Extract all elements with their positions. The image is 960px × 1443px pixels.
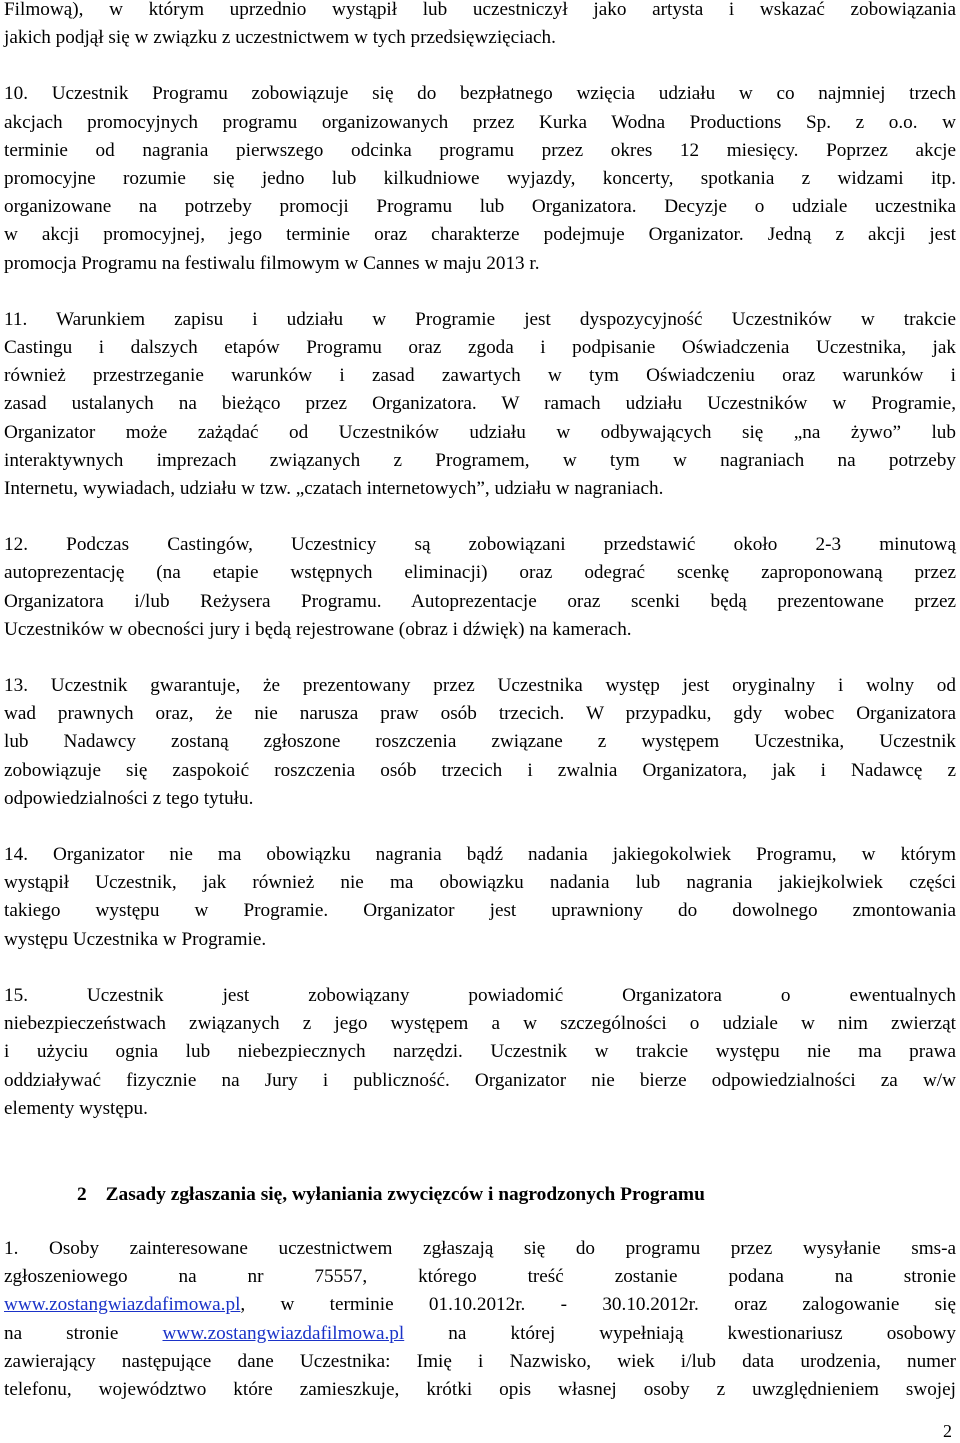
text-line: wystąpił Uczestnik, jak również nie ma obowiązku nadania lub nagrania jakiejkolwiek części [4,872,956,894]
text-line: Filmową), w którym uprzednio wystąpił lub uczestniczył jako artysta i wskazać zobowiązania [4,0,956,20]
text-line: Organizatora i/lub Reżysera Programu. Autoprezentacje oraz scenki będą prezentowane przez [4,590,956,612]
text-fragment: , w terminie 01.10.2012r. - 30.10.2012r. oraz zalogowanie się [240,1294,956,1316]
paragraph-14 [4,841,956,954]
text-line: takiego występu w Programie. Organizator jest uprawniony do dowolnego zmontowania [4,900,956,922]
text-line: występu Uczestnika w Programie. [4,928,267,950]
document-page [4,0,956,1404]
text-line: 11. Warunkiem zapisu i udziału w Programie jest dyspozycyjność Uczestników w trakcie [4,308,956,330]
text-line: również przestrzeganie warunków i zasad zawartych w tym Oświadczeniu oraz warunków i [4,365,956,387]
text-line: organizowane na potrzeby promocji Programu lub Organizatora. Decyzje o udziale uczestnika [4,196,956,218]
text-line: elementy występu. [4,1097,148,1119]
text-line: akcjach promocyjnych programu organizowanych przez Kurka Wodna Productions Sp. z o.o. w [4,111,956,133]
paragraph-12 [4,531,956,644]
text-line: 14. Organizator nie ma obowiązku nagrania bądź nadania jakiegokolwiek Programu, w którym [4,844,956,866]
text-line: Internetu, wywiadach, udziału w tzw. „czatach internetowych”, udziału w nagraniach. [4,478,664,500]
section2-paragraph-1 [4,1235,956,1404]
text-line: niebezpieczeństwach związanych z jego występem a w szczególności o udziale w nim zwierząt [4,1013,956,1035]
text-line: terminie od nagrania pierwszego odcinka programu przez okres 12 miesięcy. Poprzez akcje [4,139,956,161]
text-line: zawierający następujące dane Uczestnika: Imię i Nazwisko, wiek i/lub data urodzenia, numer [4,1350,956,1372]
section-heading [4,1181,956,1209]
text-line: autoprezentację (na etapie wstępnych eliminacji) oraz odegrać scenkę zaproponowaną przez [4,562,956,584]
text-line: 15. Uczestnik jest zobowiązany powiadomić Organizatora o ewentualnych [4,984,956,1006]
text-line [4,1291,956,1319]
text-line [4,1320,956,1348]
text-line: i użyciu ognia lub niebezpiecznych narzędzi. Uczestnik w trakcie występu nie ma prawa [4,1041,956,1063]
text-line: 10. Uczestnik Programu zobowiązuje się do bezpłatnego wzięcia udziału w co najmniej trzech [4,83,956,105]
paragraph-11 [4,306,956,503]
text-line: Organizator może zażądać od Uczestników udziału w odbywających się „na żywo” lub [4,421,956,443]
text-line: 12. Podczas Castingów, Uczestnicy są zobowiązani przedstawić około 2-3 minutową [4,534,956,556]
text-fragment: na której wypełniają kwestionariusz osobowy [448,1322,957,1344]
text-line: zobowiązuje się zaspokoić roszczenia osób trzecich i zwalnia Organizatora, jak i Nadawcę z [4,759,956,781]
text-line: zasad ustalanych na bieżąco przez Organizatora. W ramach udziału Uczestników w Programie, [4,393,956,415]
text-line: 1. Osoby zainteresowane uczestnictwem zgłaszają się do programu przez wysyłanie sms-a [4,1237,956,1259]
text-line: 13. Uczestnik gwarantuje, że prezentowany przez Uczestnika występ jest oryginalny i wolny od [4,675,956,697]
text-line: Uczestników w obecności jury i będą rejestrowane (obraz i dźwięk) na kamerach. [4,618,632,640]
text-line: jakich podjął się w związku z uczestnictwem w tych przedsięwzięciach. [4,27,556,49]
text-fragment: na stronie [4,1322,119,1344]
paragraph-continuation [4,0,956,52]
text-line: promocyjne rozumie się jedno lub kilkudniowe wyjazdy, koncerty, spotkania z widzami itp. [4,168,956,190]
heading-number: 2 [77,1183,87,1205]
text-line: wad prawnych oraz, że nie narusza praw osób trzecich. W przypadku, gdy wobec Organizatora [4,703,956,725]
page-number: 2 [943,1421,952,1441]
website-link[interactable]: www.zostangwiazdafilmowa.pl [162,1322,405,1344]
text-line: telefonu, województwo które zamieszkuje, krótki opis własnej osoby z uwzględnieniem swojej [4,1378,956,1400]
text-line: interaktywnych imprezach związanych z Programem, w tym w nagraniach na potrzeby [4,449,956,471]
text-line: oddziaływać fizycznie na Jury i publiczność. Organizator nie bierze odpowiedzialności za w/w [4,1069,956,1091]
paragraph-13 [4,672,956,813]
heading-title: Zasady zgłaszania się, wyłaniania zwycięzców i nagrodzonych Programu [105,1183,705,1205]
text-line: lub Nadawcy zostaną zgłoszone roszczenia związane z występem Uczestnika, Uczestnik [4,731,956,753]
text-line: odpowiedzialności z tego tytułu. [4,787,254,809]
text-line: promocja Programu na festiwalu filmowym w Cannes w maju 2013 r. [4,252,540,274]
text-line: Castingu i dalszych etapów Programu oraz zgoda i podpisanie Oświadczenia Uczestnika, jak [4,337,956,359]
text-line: zgłoszeniowego na nr 75557, którego treść zostanie podana na stronie [4,1266,956,1288]
paragraph-10 [4,80,956,277]
text-line: w akcji promocyjnej, jego terminie oraz charakterze podejmuje Organizator. Jedną z akcji jest [4,224,956,246]
website-link[interactable]: www.zostangwiazdafimowa.pl [4,1294,241,1316]
paragraph-15 [4,982,956,1123]
